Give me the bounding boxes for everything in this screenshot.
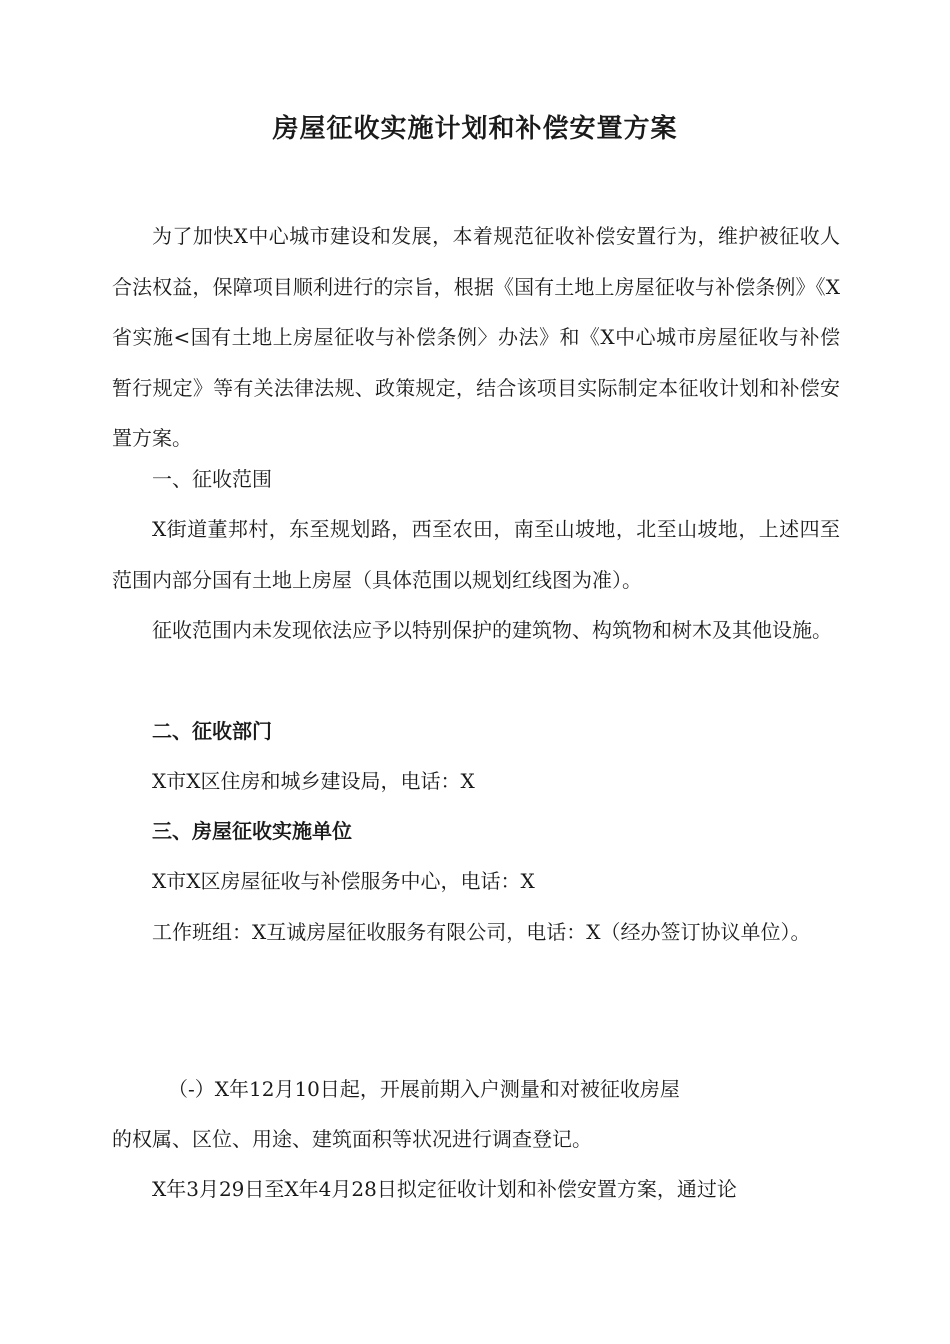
unit-paragraph: X市X区房屋征收与补偿服务中心，电话：X — [152, 869, 535, 893]
intro-paragraph: 为了加快X中心城市建设和发展，本着规范征收补偿安置行为，维护被征收人合法权益，保障项目顺利进行的宗旨，根据《国有土地上房屋征收与补偿条例》《X省实施<国有土地上房屋征收与补偿条例〉办法》和《X中心城市房屋征收与补偿暂行规定》等有关法律法规、政策规定，结合该项目实际制定本征收计划和补偿安置方案。 — [112, 224, 840, 450]
schedule-item-1-continued: 的权属、区位、用途、建筑面积等状况进行调查登记。 — [112, 1127, 592, 1151]
work-team-paragraph: 工作班组：X互诚房屋征收服务有限公司，电话：X（经办签订协议单位）。 — [152, 920, 811, 944]
section-heading-unit: 三、房屋征收实施单位 — [152, 819, 352, 843]
scope-paragraph: X街道董邦村，东至规划路，西至农田，南至山坡地，北至山坡地，上述四至范围内部分国有土地上房屋（具体范围以规划红线图为准）。 — [112, 517, 840, 592]
department-paragraph: X市X区住房和城乡建设局，电话：X — [152, 769, 475, 793]
section-heading-department: 二、征收部门 — [152, 719, 272, 743]
document-title: 房屋征收实施计划和补偿安置方案 — [272, 114, 678, 144]
section-heading-scope: 一、征收范围 — [152, 467, 272, 491]
protection-paragraph: 征收范围内未发现依法应予以特别保护的建筑物、构筑物和树木及其他设施。 — [152, 618, 832, 642]
schedule-item-1: （-）X年12月10日起，开展前期入户测量和对被征收房屋 — [168, 1077, 680, 1101]
schedule-item-2: X年3月29日至X年4月28日拟定征收计划和补偿安置方案，通过论 — [152, 1177, 737, 1201]
